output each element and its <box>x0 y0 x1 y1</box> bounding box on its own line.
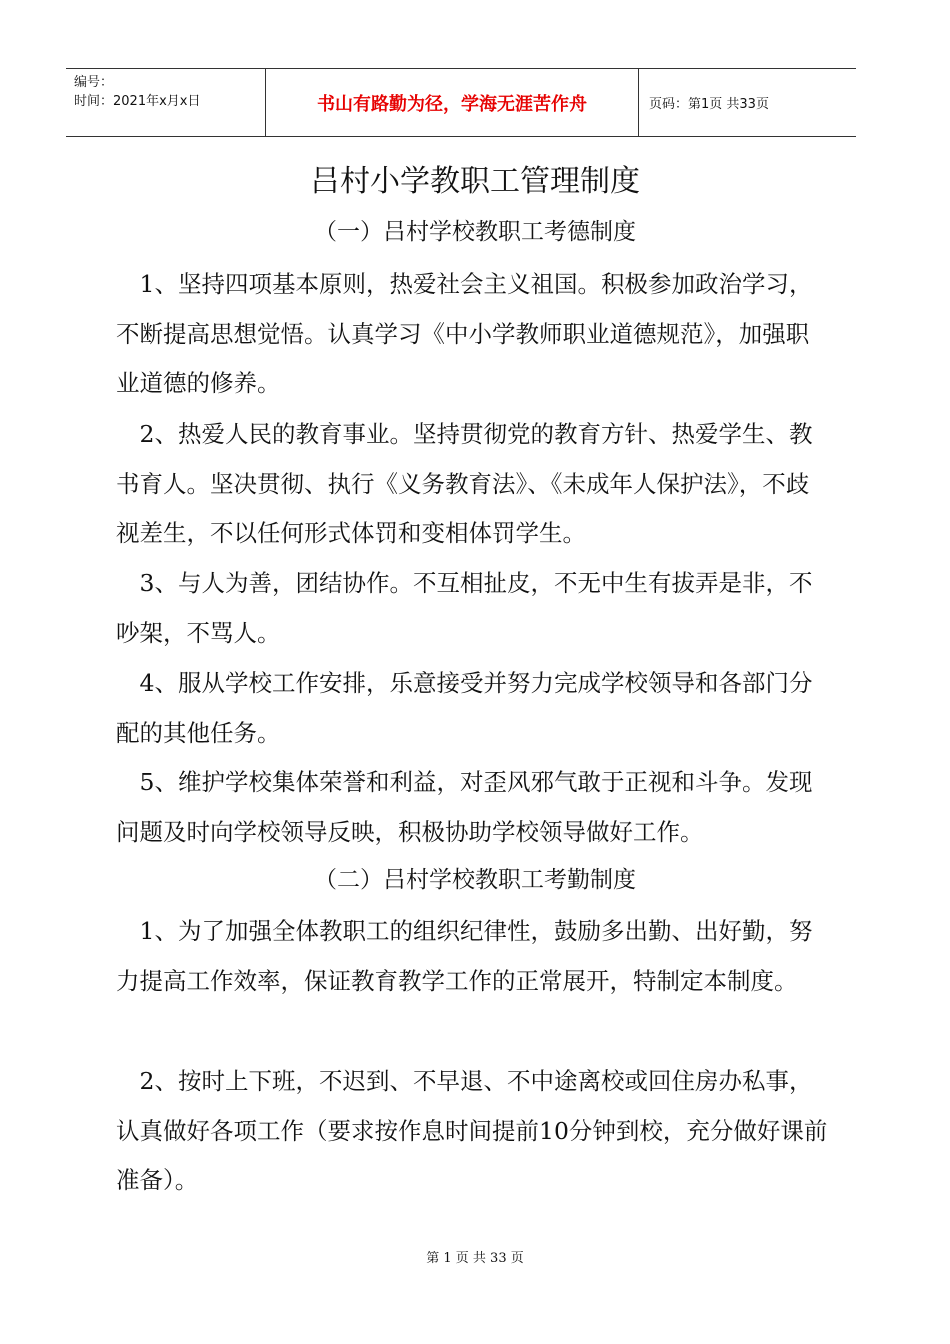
section2-title: （二）吕村学校教职工考勤制度 <box>314 867 636 893</box>
section1-paragraph-3: 3、与人为善，团结协作。不互相扯皮，不无中生有拔弄是非，不吵架，不骂人。 <box>116 569 813 647</box>
number-label: 编号： <box>74 75 114 90</box>
page-header <box>66 68 856 137</box>
header-motto: 书山有路勤为径，学海无涯苦作舟 <box>266 69 639 136</box>
time-label: 时间：2021年x月x日 <box>74 94 201 109</box>
section1-paragraph-1: 1、坚持四项基本原则，热爱社会主义祖国。积极参加政治学习，不断提高思想觉悟。认真学习《中小学教师职业道德规范》，加强职业道德的修养。 <box>116 270 813 398</box>
section1-title: （一）吕村学校教职工考德制度 <box>314 219 636 245</box>
section1-paragraph-4: 4、服从学校工作安排，乐意接受并努力完成学校领导和各部门分配的其他任务。 <box>116 669 813 747</box>
header-page-info: 页码：第1页 共33页 <box>649 97 769 112</box>
header-meta <box>66 69 266 136</box>
section2-paragraph-1: 1、为了加强全体教职工的组织纪律性，鼓励多出勤、出好勤，努力提高工作效率，保证教育教学工作的正常展开，特制定本制度。 <box>116 917 813 995</box>
section1-paragraph-5: 5、维护学校集体荣誉和利益，对歪风邪气敢于正视和斗争。发现问题及时向学校领导反映，积极协助学校领导做好工作。 <box>116 768 813 846</box>
page-footer: 第 1 页 共 33 页 <box>426 1251 524 1266</box>
section2-paragraph-2: 2、按时上下班，不迟到、不早退、不中途离校或回住房办私事，认真做好各项工作（要求按作息时间提前10分钟到校，充分做好课前准备）。 <box>116 1067 828 1195</box>
section1-paragraph-2: 2、热爱人民的教育事业。坚持贯彻党的教育方针、热爱学生、教书育人。坚决贯彻、执行《义务教育法》、《未成年人保护法》，不歧视差生，不以任何形式体罚和变相体罚学生。 <box>116 420 813 548</box>
document-title: 吕村小学教职工管理制度 <box>310 164 640 199</box>
